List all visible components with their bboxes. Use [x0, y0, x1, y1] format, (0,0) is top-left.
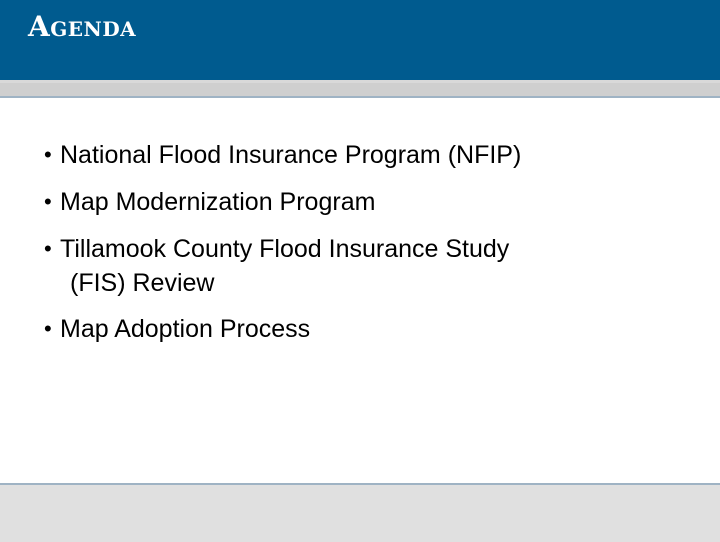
agenda-item-map-modernization — [44, 185, 694, 219]
agenda-item-text: Tillamook County Flood Insurance Study — [60, 235, 510, 263]
bullet-icon: • — [44, 189, 52, 214]
bullet-icon: • — [44, 142, 52, 167]
slide-title: Agenda — [28, 10, 137, 43]
header-divider-band — [0, 83, 720, 96]
agenda-item-fis-review — [44, 232, 694, 300]
agenda-item-text: National Flood Insurance Program (NFIP) — [60, 141, 522, 169]
footer-band — [0, 483, 720, 542]
agenda-item-text: Map Adoption Process — [60, 315, 311, 343]
bullet-icon: • — [44, 236, 52, 261]
agenda-item-map-adoption — [44, 312, 694, 346]
agenda-list — [44, 138, 694, 359]
agenda-item-nfip — [44, 138, 694, 172]
bullet-icon: • — [44, 316, 52, 341]
title-bar — [0, 0, 720, 80]
header-divider-rule — [0, 96, 720, 98]
agenda-item-text-continued: (FIS) Review — [70, 269, 215, 297]
agenda-item-text: Map Modernization Program — [60, 188, 376, 216]
